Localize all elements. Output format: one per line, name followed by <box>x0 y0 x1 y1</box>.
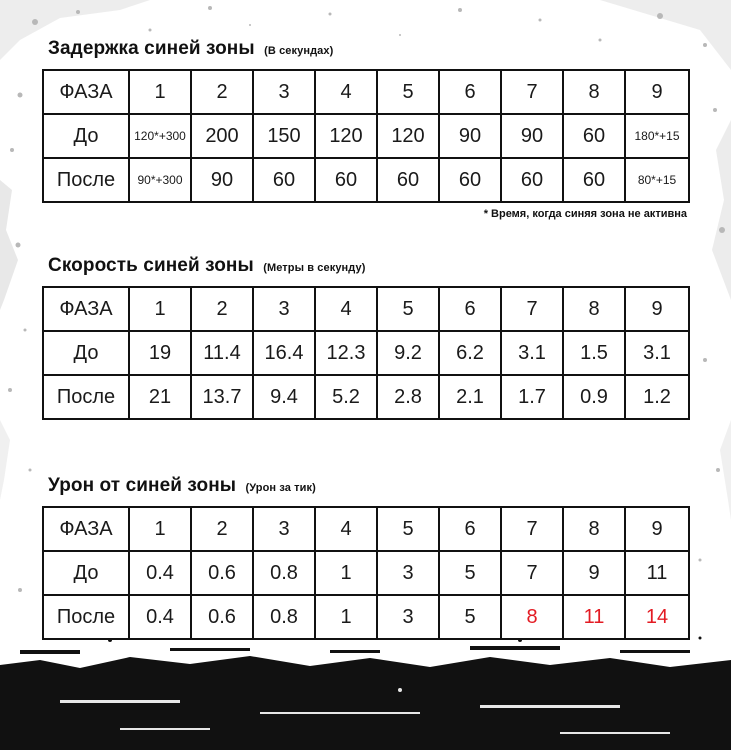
value-cell: 1.5 <box>563 331 625 375</box>
value-cell: 60 <box>253 158 315 202</box>
value-cell: 0.4 <box>129 551 191 595</box>
phase-number-cell: 5 <box>377 507 439 551</box>
value-cell: 9.2 <box>377 331 439 375</box>
phase-number-cell: 6 <box>439 507 501 551</box>
phase-number-cell: 7 <box>501 70 563 114</box>
phase-number-cell: 1 <box>129 70 191 114</box>
phase-number-cell: 4 <box>315 507 377 551</box>
after-row <box>43 375 689 419</box>
value-cell: 0.9 <box>563 375 625 419</box>
phase-number-cell: 8 <box>563 287 625 331</box>
value-cell: 21 <box>129 375 191 419</box>
value-cell: 60 <box>563 158 625 202</box>
value-cell: 13.7 <box>191 375 253 419</box>
section-title-damage <box>48 475 316 497</box>
phase-header-label: ФАЗА <box>43 70 129 114</box>
value-cell: 90 <box>439 114 501 158</box>
value-cell: 90 <box>191 158 253 202</box>
section-subtitle: (В секундах) <box>264 45 334 57</box>
phase-number-cell: 3 <box>253 287 315 331</box>
section-subtitle: (Метры в секунду) <box>263 262 366 274</box>
value-cell: 120 <box>377 114 439 158</box>
value-cell: 5.2 <box>315 375 377 419</box>
phase-number-cell: 4 <box>315 287 377 331</box>
phase-header-label: ФАЗА <box>43 287 129 331</box>
after-row <box>43 595 689 639</box>
speed-table <box>42 286 690 420</box>
row-label: После <box>43 595 129 639</box>
phase-number-cell: 2 <box>191 70 253 114</box>
value-cell: 0.8 <box>253 595 315 639</box>
phase-number-cell: 4 <box>315 70 377 114</box>
highlighted-value-cell: 14 <box>625 595 689 639</box>
phase-number-cell: 8 <box>563 70 625 114</box>
section-title-delay <box>48 38 333 60</box>
delay-table <box>42 69 690 203</box>
highlighted-value-cell: 11 <box>563 595 625 639</box>
value-cell: 0.8 <box>253 551 315 595</box>
value-cell: 3.1 <box>501 331 563 375</box>
value-cell: 0.6 <box>191 551 253 595</box>
header-row <box>43 507 689 551</box>
value-cell: 0.6 <box>191 595 253 639</box>
value-cell: 5 <box>439 595 501 639</box>
after-row <box>43 158 689 202</box>
section-title-text: Задержка синей зоны <box>48 38 255 59</box>
value-cell: 1.2 <box>625 375 689 419</box>
phase-number-cell: 2 <box>191 507 253 551</box>
section-title-text: Урон от синей зоны <box>48 475 237 496</box>
value-cell: 60 <box>377 158 439 202</box>
value-cell: 80*+15 <box>625 158 689 202</box>
value-cell: 60 <box>439 158 501 202</box>
phase-number-cell: 7 <box>501 507 563 551</box>
value-cell: 60 <box>563 114 625 158</box>
value-cell: 5 <box>439 551 501 595</box>
value-cell: 120*+300 <box>129 114 191 158</box>
damage-table <box>42 506 690 640</box>
value-cell: 1 <box>315 595 377 639</box>
phase-number-cell: 7 <box>501 287 563 331</box>
phase-number-cell: 9 <box>625 70 689 114</box>
section-title-text: Скорость синей зоны <box>48 255 254 276</box>
phase-number-cell: 2 <box>191 287 253 331</box>
phase-header-label: ФАЗА <box>43 507 129 551</box>
row-label: До <box>43 114 129 158</box>
row-label: До <box>43 331 129 375</box>
bottom-paint-band <box>0 656 731 750</box>
value-cell: 7 <box>501 551 563 595</box>
value-cell: 6.2 <box>439 331 501 375</box>
section-subtitle: (Урон за тик) <box>245 482 316 494</box>
phase-number-cell: 8 <box>563 507 625 551</box>
before-row <box>43 551 689 595</box>
phase-number-cell: 5 <box>377 287 439 331</box>
value-cell: 12.3 <box>315 331 377 375</box>
phase-number-cell: 3 <box>253 507 315 551</box>
phase-number-cell: 3 <box>253 70 315 114</box>
header-row <box>43 287 689 331</box>
value-cell: 120 <box>315 114 377 158</box>
value-cell: 0.4 <box>129 595 191 639</box>
footnote: * Время, когда синяя зона не активна <box>483 208 687 220</box>
before-row <box>43 331 689 375</box>
phase-number-cell: 6 <box>439 287 501 331</box>
value-cell: 2.8 <box>377 375 439 419</box>
row-label: После <box>43 375 129 419</box>
phase-number-cell: 9 <box>625 287 689 331</box>
value-cell: 16.4 <box>253 331 315 375</box>
value-cell: 1 <box>315 551 377 595</box>
highlighted-value-cell: 8 <box>501 595 563 639</box>
phase-number-cell: 1 <box>129 287 191 331</box>
value-cell: 180*+15 <box>625 114 689 158</box>
value-cell: 11 <box>625 551 689 595</box>
value-cell: 2.1 <box>439 375 501 419</box>
value-cell: 90*+300 <box>129 158 191 202</box>
value-cell: 60 <box>501 158 563 202</box>
value-cell: 60 <box>315 158 377 202</box>
row-label: После <box>43 158 129 202</box>
phase-number-cell: 5 <box>377 70 439 114</box>
phase-number-cell: 1 <box>129 507 191 551</box>
before-row <box>43 114 689 158</box>
value-cell: 9.4 <box>253 375 315 419</box>
value-cell: 11.4 <box>191 331 253 375</box>
value-cell: 3 <box>377 551 439 595</box>
header-row <box>43 70 689 114</box>
section-title-speed <box>48 255 365 277</box>
phase-number-cell: 9 <box>625 507 689 551</box>
value-cell: 90 <box>501 114 563 158</box>
value-cell: 1.7 <box>501 375 563 419</box>
value-cell: 3 <box>377 595 439 639</box>
row-label: До <box>43 551 129 595</box>
value-cell: 19 <box>129 331 191 375</box>
value-cell: 3.1 <box>625 331 689 375</box>
value-cell: 9 <box>563 551 625 595</box>
value-cell: 150 <box>253 114 315 158</box>
value-cell: 200 <box>191 114 253 158</box>
phase-number-cell: 6 <box>439 70 501 114</box>
